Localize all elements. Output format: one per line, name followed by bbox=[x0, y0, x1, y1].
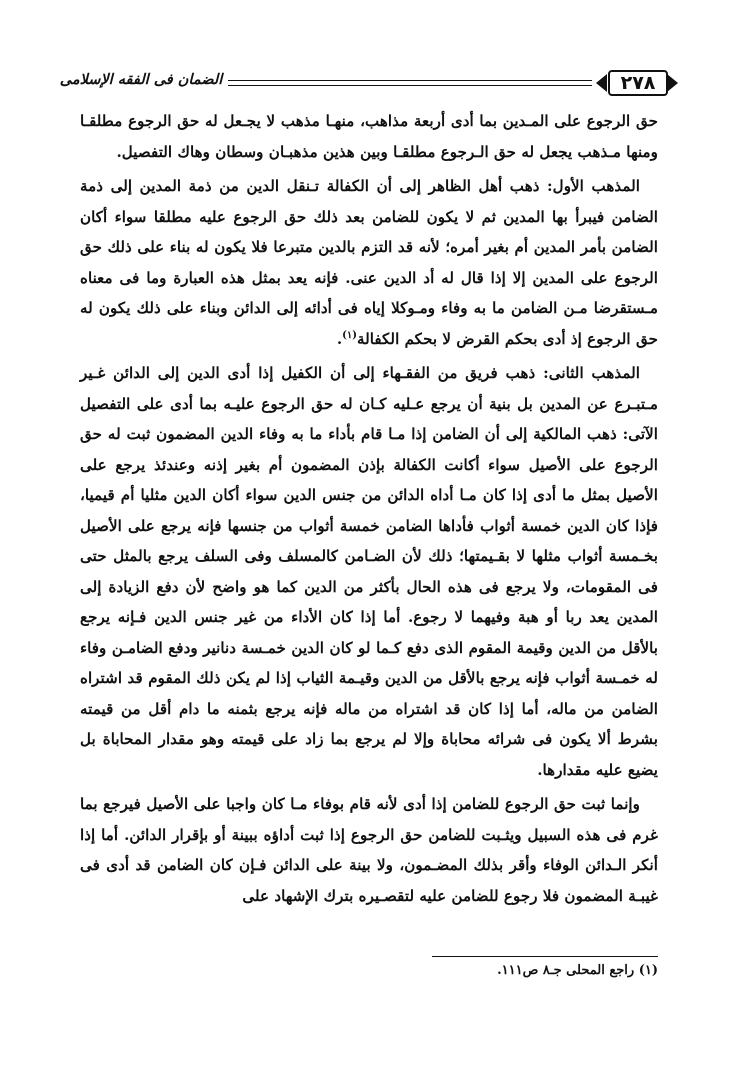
running-header bbox=[58, 62, 678, 102]
paragraph-text: وإنما ثبت حق الرجوع للضامن إذا أدى لأنه قام بوفاء مـا كان واجبا على الأصيل فيرجع بما غرم فى هذه السبيل ويثـبت للضامن حق الرجوع إذا ثبت أداؤه ببينة أو بإقرار الدائن. أما إذا أنكر الـدائن الوفاء وأقر بذلك المضـمون، ولا بينة على الدائن فـإن كان الضامن قد أدى فى غيبـة المضمون فلا رجوع للضامن عليه لتقصـيره بترك الإشهاد على bbox=[80, 795, 658, 905]
arrow-right-icon bbox=[667, 74, 678, 92]
page-number-frame bbox=[596, 70, 678, 100]
header-rule bbox=[228, 80, 592, 86]
running-title: الضمان فى الفقه الإسلامى bbox=[59, 71, 223, 88]
paragraph-tail: . bbox=[336, 329, 343, 348]
footnote: (١) راجع المحلى جـ٨ ص١١١. bbox=[497, 963, 658, 978]
section-heading: المذهب الثانى: bbox=[543, 364, 640, 382]
paragraph-text: حق الرجوع على المـدين بما أدى أربعة مذاهب، منهـا مذهب لا يجـعل له حق الرجوع مطلقـا ومنها مـذهب يجعل له حق الـرجوع مطلقـا وبين هذين مذهبـان وسطان وهاك التفصيل. bbox=[80, 112, 658, 161]
paragraph bbox=[80, 789, 658, 911]
paragraph-text: ذهب فريق من الفقـهاء إلى أن الكفيل إذا أدى الدين إلى الدائن غـير مـتبـرع عن المدين بل بنية أن يرجع عـليه كـان له حق الرجوع عليـه بما أدى على التفصيل الآتى: ذهب المالكية إلى أن الضامن إذا مـا قام بأداء ما به وفاء الدين المضمون ثبت له حق الرجوع على الأصيل سواء أكانت الكفالة بإذن المضمون أم بغير إذنه وعندئذ يرجع على الأصيل بمثل ما أدى إذا كان مـا أداه الدائن من جنس الدين سواء أكان الدين مثليا أم قيميا، فإذا كان الدين خمسة أثواب فأداها الضامن خمسة أثواب من جنسها فإنه يرجع على الأصيل بخـمسة أثواب مثلها لا بقـيمتها؛ ذلك لأن الضـامن كالمسلف وفى السلف يرجع بالمثل حتى فى المقومات، ولا يرجع فى هذه الحال بأكثر من الدين كما هو واضح لأن دفع الزيادة إلى المدين يعد ربا أو هبة وفيهما لا رجوع. أما إذا كان الأداء من غير جنس الدين فـإنه يرجع بالأقل من الدين وقيمة المقوم الذى دفع كـما لو كان الدين خمـسة دنانير ودفع الضامـن وفاء له خمـسة أثواب فإنه يرجع بالأقل من الدين وقيـمة الثياب إذا لم يكن ذلك المقوم قد اشتراه الضامن من ماله، أما إذا كان قد اشتراه من ماله فإنه يرجع بثمنه ما دام أقل من قيمته بشرط ألا يكون فى شرائه محاباة وإلا لم يرجع بما زاد على قيمته وهو مقدار المحاباة بل يضيع عليه مقدارها. bbox=[80, 364, 658, 779]
paragraph-text: ذهب أهل الظاهر إلى أن الكفالة تـنقل الدين من ذمة المدين إلى ذمة الضامن فيبرأ بها المدين ثم لا يكون للضامن بعد ذلك حق الرجوع عليه مطلقا سواء أكان الضامن بأمر المدين أم بغير أمره؛ لأنه قد التزم بالدين متبرعا فلا يكون له بناء على ذلك حق الرجوع على المدين إلا إذا قال له أد الدين عنى. فإنه يعد بمثل هذه العبارة وما فى معناه مـستقرضا مـن الضامن ما به وفاء ومـوكلا إياه فى أدائه إلى الدائن وبناء على ذلك يكون له حق الرجوع إذ أدى بحكم القرض لا بحكم الكفالة bbox=[80, 177, 658, 348]
paragraph bbox=[80, 358, 658, 785]
footnote-reference[interactable]: (١) bbox=[342, 329, 357, 341]
footnote-rule bbox=[432, 956, 658, 957]
arrow-left-icon bbox=[596, 74, 607, 92]
section-heading: المذهب الأول: bbox=[547, 177, 640, 195]
paragraph bbox=[80, 171, 658, 354]
body-text bbox=[80, 106, 658, 915]
paragraph bbox=[80, 106, 658, 167]
page-number: ٢٧٨ bbox=[608, 70, 668, 96]
